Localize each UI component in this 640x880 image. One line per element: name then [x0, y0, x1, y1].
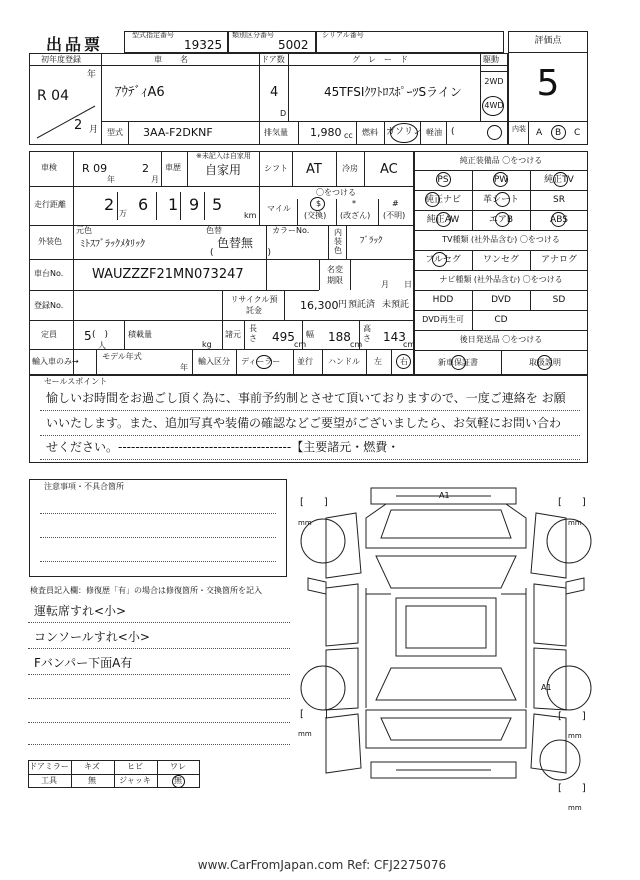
equip-pw: PW [493, 175, 509, 185]
recycle-label: リサイクル預託金 [230, 295, 278, 315]
rear-right-damage-mark: A1 [541, 683, 552, 692]
tv-type-label: TV種類 (社外品含む) 〇をつける [442, 235, 560, 244]
equip-genuine-aw: 純正AW [426, 215, 460, 225]
tv-fullseg: フルセグ [425, 255, 461, 265]
color-change-value: 色替無 [217, 236, 254, 250]
recycle-value: 16,300 [300, 299, 339, 312]
doors-value: 4 [270, 85, 279, 100]
color-label: 外装色 [38, 237, 62, 246]
first-reg-era: R 04 [37, 88, 69, 104]
navi-type-label: ナビ種類 (社外品含む) 〇をつける [439, 275, 563, 284]
equip-airbag-circle [495, 212, 510, 227]
recycle-not-deposited: 未預託 [382, 300, 410, 310]
handle-right-circle [396, 354, 411, 369]
import-dealer: ディーラー [241, 357, 281, 366]
caution-label: 注意事項・不具合箇所 [44, 482, 124, 491]
capacity-label: 定員 [41, 330, 57, 339]
navi-cd: CD [494, 315, 508, 325]
length-value: 495 [272, 330, 295, 344]
fuel-label: 燃料 [362, 128, 378, 137]
unknown-label: (不明) [383, 211, 406, 220]
mileage-digit-2: 6 [138, 195, 149, 214]
drive-label: 駆動 [483, 55, 499, 64]
name-change-label: 名変期限 [327, 265, 343, 285]
tools-h3: ヒビ [127, 762, 143, 771]
mileage-man: 万 [119, 209, 127, 218]
shift-label: シフト [264, 164, 288, 173]
model-year-unit: 年 [180, 363, 188, 372]
handle-left: 左 [374, 357, 382, 366]
tire-rl-mm: mm [298, 730, 312, 738]
cc-unit: cc [344, 131, 353, 140]
defect-item-2: コンソールすれ<小> [34, 630, 150, 644]
navi-hdd: HDD [432, 295, 454, 305]
model-label: 型式 [107, 128, 123, 137]
sales-line-2: いいたします。また、追加写真や装備の確認などご要望がございましたら、お気軽にお問い合わ [46, 416, 562, 430]
aircon-value: AC [380, 162, 398, 177]
doors-sub: D [280, 109, 287, 118]
import-type-label: 輸入区分 [198, 357, 230, 366]
equip-genuine-tv: 純正TV [544, 175, 574, 185]
drive-4wd-circle [482, 96, 504, 116]
tools-h1: ドアミラー [29, 762, 69, 771]
interior-b: B [555, 128, 562, 138]
capacity-unit: 人 [98, 341, 106, 350]
displacement-value: 1,980 [310, 126, 342, 139]
mileage-label: 走行距離 [34, 200, 66, 209]
tire-fr-bracket: [ ] [558, 497, 586, 508]
equip-ps: PS [437, 175, 449, 185]
dimensions-label: 諸元 [225, 330, 241, 339]
tire-fl-bracket: [ ] [300, 497, 328, 508]
defect-item-3: Fバンパー下面A有 [34, 656, 133, 670]
score-label: 評価点 [534, 36, 562, 46]
doors-label: ドア数 [261, 55, 285, 64]
model-year-label: モデル年式 [102, 352, 142, 361]
altered-sym: * [352, 199, 356, 208]
height-unit: cm [403, 340, 416, 349]
tire-rl-bracket: [ ] [300, 709, 328, 720]
tv-fullseg-circle [432, 252, 447, 267]
color-paren: ( ) [210, 248, 272, 258]
length-label: 長さ [249, 324, 257, 343]
shift-value: AT [306, 162, 322, 177]
drive-4wd: 4WD [484, 101, 504, 110]
name-change-month: 月 [381, 280, 389, 289]
owner-manual: 取扱説明 [529, 358, 561, 367]
inspection-month-unit: 月 [151, 175, 159, 184]
displacement-label: 排気量 [264, 128, 288, 137]
mileage-digit-4: 9 [189, 195, 200, 214]
inspection-value: R 09 [82, 162, 108, 175]
model-value: 3AA-F2DKNF [143, 126, 213, 139]
car-damage-diagram [296, 478, 596, 818]
first-reg-label: 初年度登録 [41, 55, 81, 64]
tire-fr-mm: mm [568, 519, 582, 527]
history-note: ※未記入は自家用 [196, 152, 251, 160]
tools-r4: 無 [174, 776, 182, 785]
serial-label: シリアル番号 [322, 31, 364, 39]
navi-sd: SD [552, 295, 566, 305]
mileage-mile: マイル [267, 204, 291, 213]
color-no-label: カラーNo. [272, 226, 310, 235]
spare-bracket: [ ] [558, 783, 586, 794]
equip-leather: 革シート [482, 195, 520, 205]
tools-r1: 工具 [41, 776, 57, 785]
tools-h4: ワレ [170, 762, 186, 771]
import-parallel: 並行 [297, 357, 313, 366]
capacity-paren: ( ) [92, 330, 109, 340]
equip-airbag: エアB [488, 215, 514, 225]
history-value: 自家用 [205, 163, 242, 177]
mileage-check-note: 〇をつける [316, 188, 356, 197]
equip-pw-circle [493, 172, 508, 187]
fuel-gasoline: ガソリン [386, 127, 423, 137]
type-no-value: 19325 [184, 38, 223, 52]
drive-2wd: 2WD [484, 77, 504, 86]
interior-b-circle [551, 125, 566, 140]
warranty-circle [451, 355, 466, 370]
front-damage-mark: A1 [439, 491, 450, 500]
sales-line-1: 愉しいお時間をお過ごし頂く為に、事前予約制とさせて頂いておりますので、一度ご連絡を お願 [46, 391, 566, 405]
width-label: 幅 [306, 330, 314, 339]
manual-circle [537, 355, 552, 370]
capacity-value: 5 [84, 329, 92, 343]
genuine-label: 純正装備品 〇をつける [459, 156, 543, 165]
tools-h2: キズ [84, 762, 100, 771]
width-unit: cm [350, 340, 363, 349]
tv-oneseg: ワンセグ [482, 255, 520, 265]
type-no-label: 型式指定番号 [132, 31, 174, 39]
score-value: 5 [536, 63, 560, 104]
sheet-title: 出品票 [46, 35, 104, 54]
equip-tv-circle [553, 172, 568, 187]
interior-color-value: ﾌﾞﾗｯｸ [360, 236, 383, 246]
height-value: 143 [383, 330, 406, 344]
fuel-gasoline-circle [390, 123, 418, 143]
class-no-value: 5002 [278, 38, 309, 52]
footer-reference: www.CarFromJapan.com Ref: CFJ2275076 [197, 858, 447, 872]
exchange-circle [310, 197, 325, 211]
interior-a: A [536, 128, 543, 138]
equip-abs-circle [551, 212, 566, 227]
fuel-light-oil: 軽油 [426, 128, 442, 137]
equip-sr: SR [553, 195, 565, 205]
mileage-km: km [244, 211, 257, 220]
width-value: 188 [328, 330, 351, 344]
mileage-digit-5: 5 [212, 195, 223, 214]
equip-aw-circle [436, 212, 451, 227]
history-label: 車歴 [165, 163, 181, 172]
new-car-warranty: 新車保証書 [438, 358, 478, 367]
inspection-label: 車検 [41, 163, 57, 172]
equip-leather-circle [495, 192, 510, 207]
tire-rr-mm: mm [568, 732, 582, 740]
equip-navi-circle [425, 192, 440, 207]
car-name-value: ｱｳﾃﾞｨA6 [115, 85, 165, 100]
grade-label: グレード [352, 55, 416, 64]
interior-c: C [574, 128, 581, 138]
sales-point-label: セールスポイント [44, 377, 108, 386]
sales-line-3: せください。----------------------------------------【主要諸元・燃費・ [46, 440, 400, 454]
diagonal-slash [35, 104, 97, 140]
interior-label: 内装 [512, 125, 526, 133]
spare-mm: mm [568, 804, 582, 812]
caution-box [29, 479, 287, 577]
exchange-sym: $ [316, 199, 322, 208]
equip-genuine-navi: 純正ナビ [424, 195, 462, 205]
original-color-label: 元色 [76, 226, 92, 235]
import-label: 輸入車のみ→ [32, 357, 79, 366]
unknown-sym: # [392, 199, 399, 208]
color-change-label: 色替 [206, 226, 222, 235]
handle-right: 右 [400, 357, 408, 366]
class-no-label: 類別区分番号 [232, 31, 274, 39]
vin-value: WAUZZZF21MN073247 [92, 267, 244, 282]
name-change-day: 日 [404, 280, 412, 289]
aircon-label: 冷房 [342, 164, 358, 173]
dvd-player: DVD再生可 [422, 315, 464, 324]
vin-label: 車台No. [34, 269, 64, 278]
inspection-month: 2 [142, 162, 149, 175]
tv-analog: アナログ [540, 255, 578, 265]
dealer-circle [256, 355, 272, 369]
height-label: 高さ [363, 324, 371, 343]
first-reg-year-unit: 年 [87, 70, 97, 80]
inspection-year-unit: 年 [107, 175, 115, 184]
tools-r3: ジャッキ [119, 776, 151, 785]
tire-fl-mm: mm [298, 519, 312, 527]
fuel-other-circle [487, 125, 502, 140]
defect-item-1: 運転席すれ<小> [34, 604, 127, 618]
exchange-label: (交換) [304, 211, 327, 220]
mileage-digit-1: 2 [104, 195, 115, 214]
altered-label: (改ざん) [340, 211, 371, 220]
recycle-deposited: 預託済 [348, 300, 376, 310]
first-reg-month-unit: 月 [89, 125, 99, 135]
reg-no-label: 登録No. [34, 301, 64, 310]
grade-value: 45TFSIｸﾜﾄﾛｽﾎﾟｰﾂSライン [324, 85, 462, 99]
interior-color-label: 内装色 [334, 228, 342, 255]
first-reg-month: 2 [74, 118, 83, 133]
tire-rr-bracket: [ ] [558, 711, 586, 722]
navi-dvd: DVD [491, 295, 511, 305]
equip-abs: ABS [550, 215, 568, 225]
mileage-digit-3: 1 [168, 195, 179, 214]
recycle-unit: 円 [338, 300, 348, 310]
car-name-label: 車名 [154, 55, 206, 64]
tools-r4-circle [172, 775, 185, 788]
length-unit: cm [294, 340, 307, 349]
load-label: 積載量 [128, 330, 152, 339]
inspector-label: 検査員記入欄：修復歴「有」の場合は修復箇所・交換箇所を記入 [30, 586, 262, 595]
tools-r2: 無 [88, 776, 96, 785]
color-value: ﾐﾄｽﾌﾞﾗｯｸﾒﾀﾘｯｸ [80, 239, 145, 250]
equip-ps-circle [436, 172, 451, 187]
later-delivery-label: 後日発送品 〇をつける [459, 335, 543, 344]
handle-label: ハンドル [328, 357, 360, 366]
load-unit: kg [202, 340, 212, 349]
